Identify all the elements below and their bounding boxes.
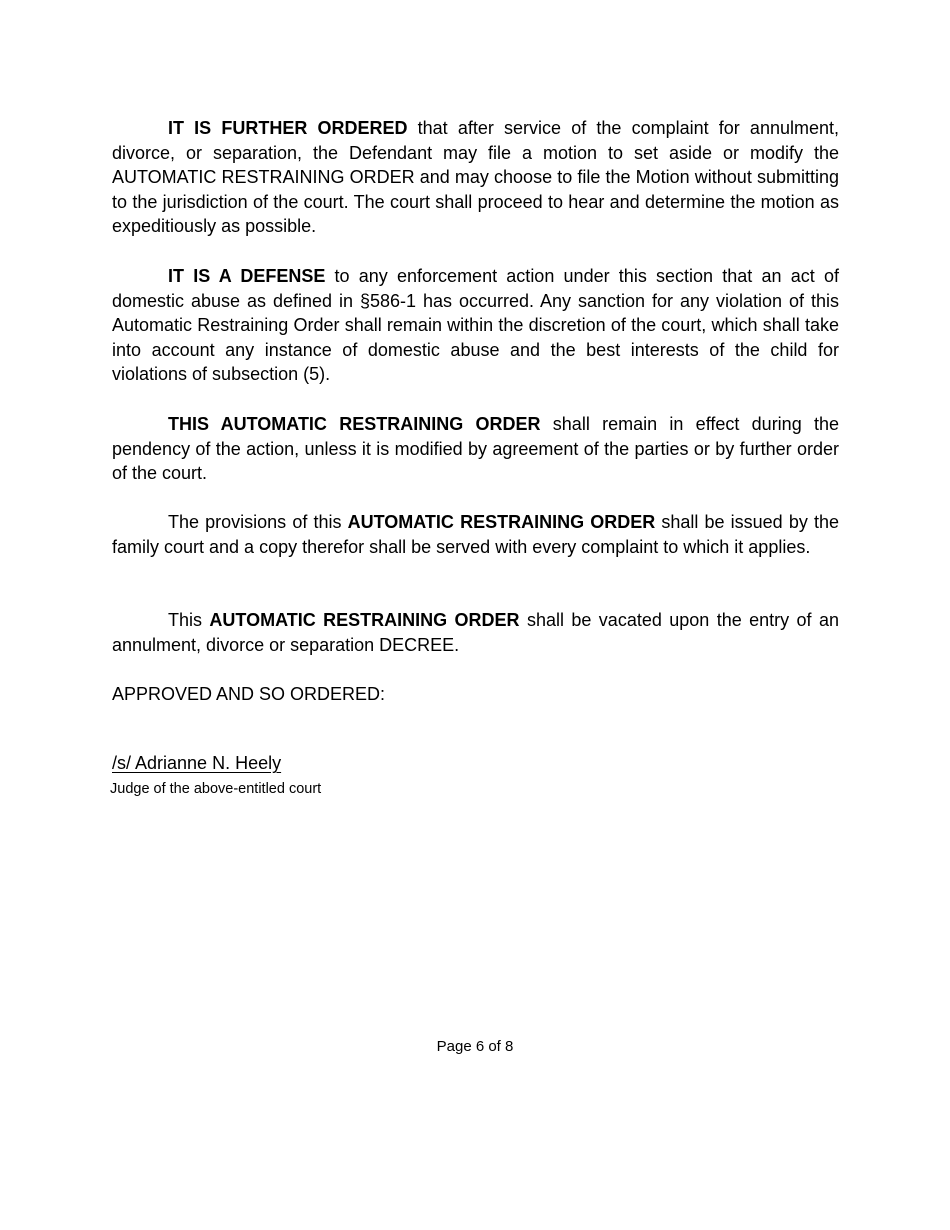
- paragraph-text: shall remain in effect during the pendency of the action, unless it is modified by agreement of the parties or by further order of the court.: [112, 414, 840, 484]
- paragraph-vacated: [112, 608, 839, 657]
- paragraph-bold: AUTOMATIC RESTRAINING ORDER: [209, 610, 520, 630]
- signature-caption: Judge of the above-entitled court: [110, 781, 322, 797]
- approved-statement: APPROVED AND SO ORDERED:: [112, 684, 386, 704]
- page-number-footer: Page 6 of 8: [436, 1038, 514, 1055]
- paragraph-lead-bold: THIS AUTOMATIC RESTRAINING ORDER: [168, 414, 541, 434]
- paragraph-text-post: shall be vacated upon the entry of an annulment, divorce or separation DECREE.: [112, 610, 839, 655]
- paragraph-bold: AUTOMATIC RESTRAINING ORDER: [347, 512, 656, 532]
- judge-signature: /s/ Adrianne N. Heely: [112, 753, 282, 773]
- paragraph-defense: [112, 264, 839, 387]
- paragraph-text: that after service of the complaint for annulment, divorce, or separation, the Defendant may file a motion to set aside or modify the AUTOMATIC RESTRAINING ORDER and may choose to file the Motion without submitting to the jurisdiction of the court. The court shall proceed to hear and determine the motion as expeditiously as possible.: [112, 118, 839, 237]
- paragraph-lead-bold: IT IS FURTHER ORDERED: [168, 118, 408, 138]
- paragraph-remain-in-effect: [112, 412, 839, 486]
- paragraph-further-ordered: [112, 116, 839, 239]
- paragraph-text-post: shall be issued by the family court and a copy therefor shall be served with every complaint to which it applies.: [112, 512, 839, 557]
- paragraph-text: to any enforcement action under this section that an act of domestic abuse as defined in §586-1 has occurred. Any sanction for any violation of this Automatic Restraining Order shall remain within the discretion of the court, which shall take into account any instance of domestic abuse and the best interests of the child for violations of subsection (5).: [112, 266, 840, 385]
- paragraph-text-pre: This: [168, 610, 210, 630]
- paragraph-text-pre: The provisions of this: [168, 512, 348, 532]
- paragraph-provisions: [112, 510, 839, 559]
- paragraph-lead-bold: IT IS A DEFENSE: [168, 266, 326, 286]
